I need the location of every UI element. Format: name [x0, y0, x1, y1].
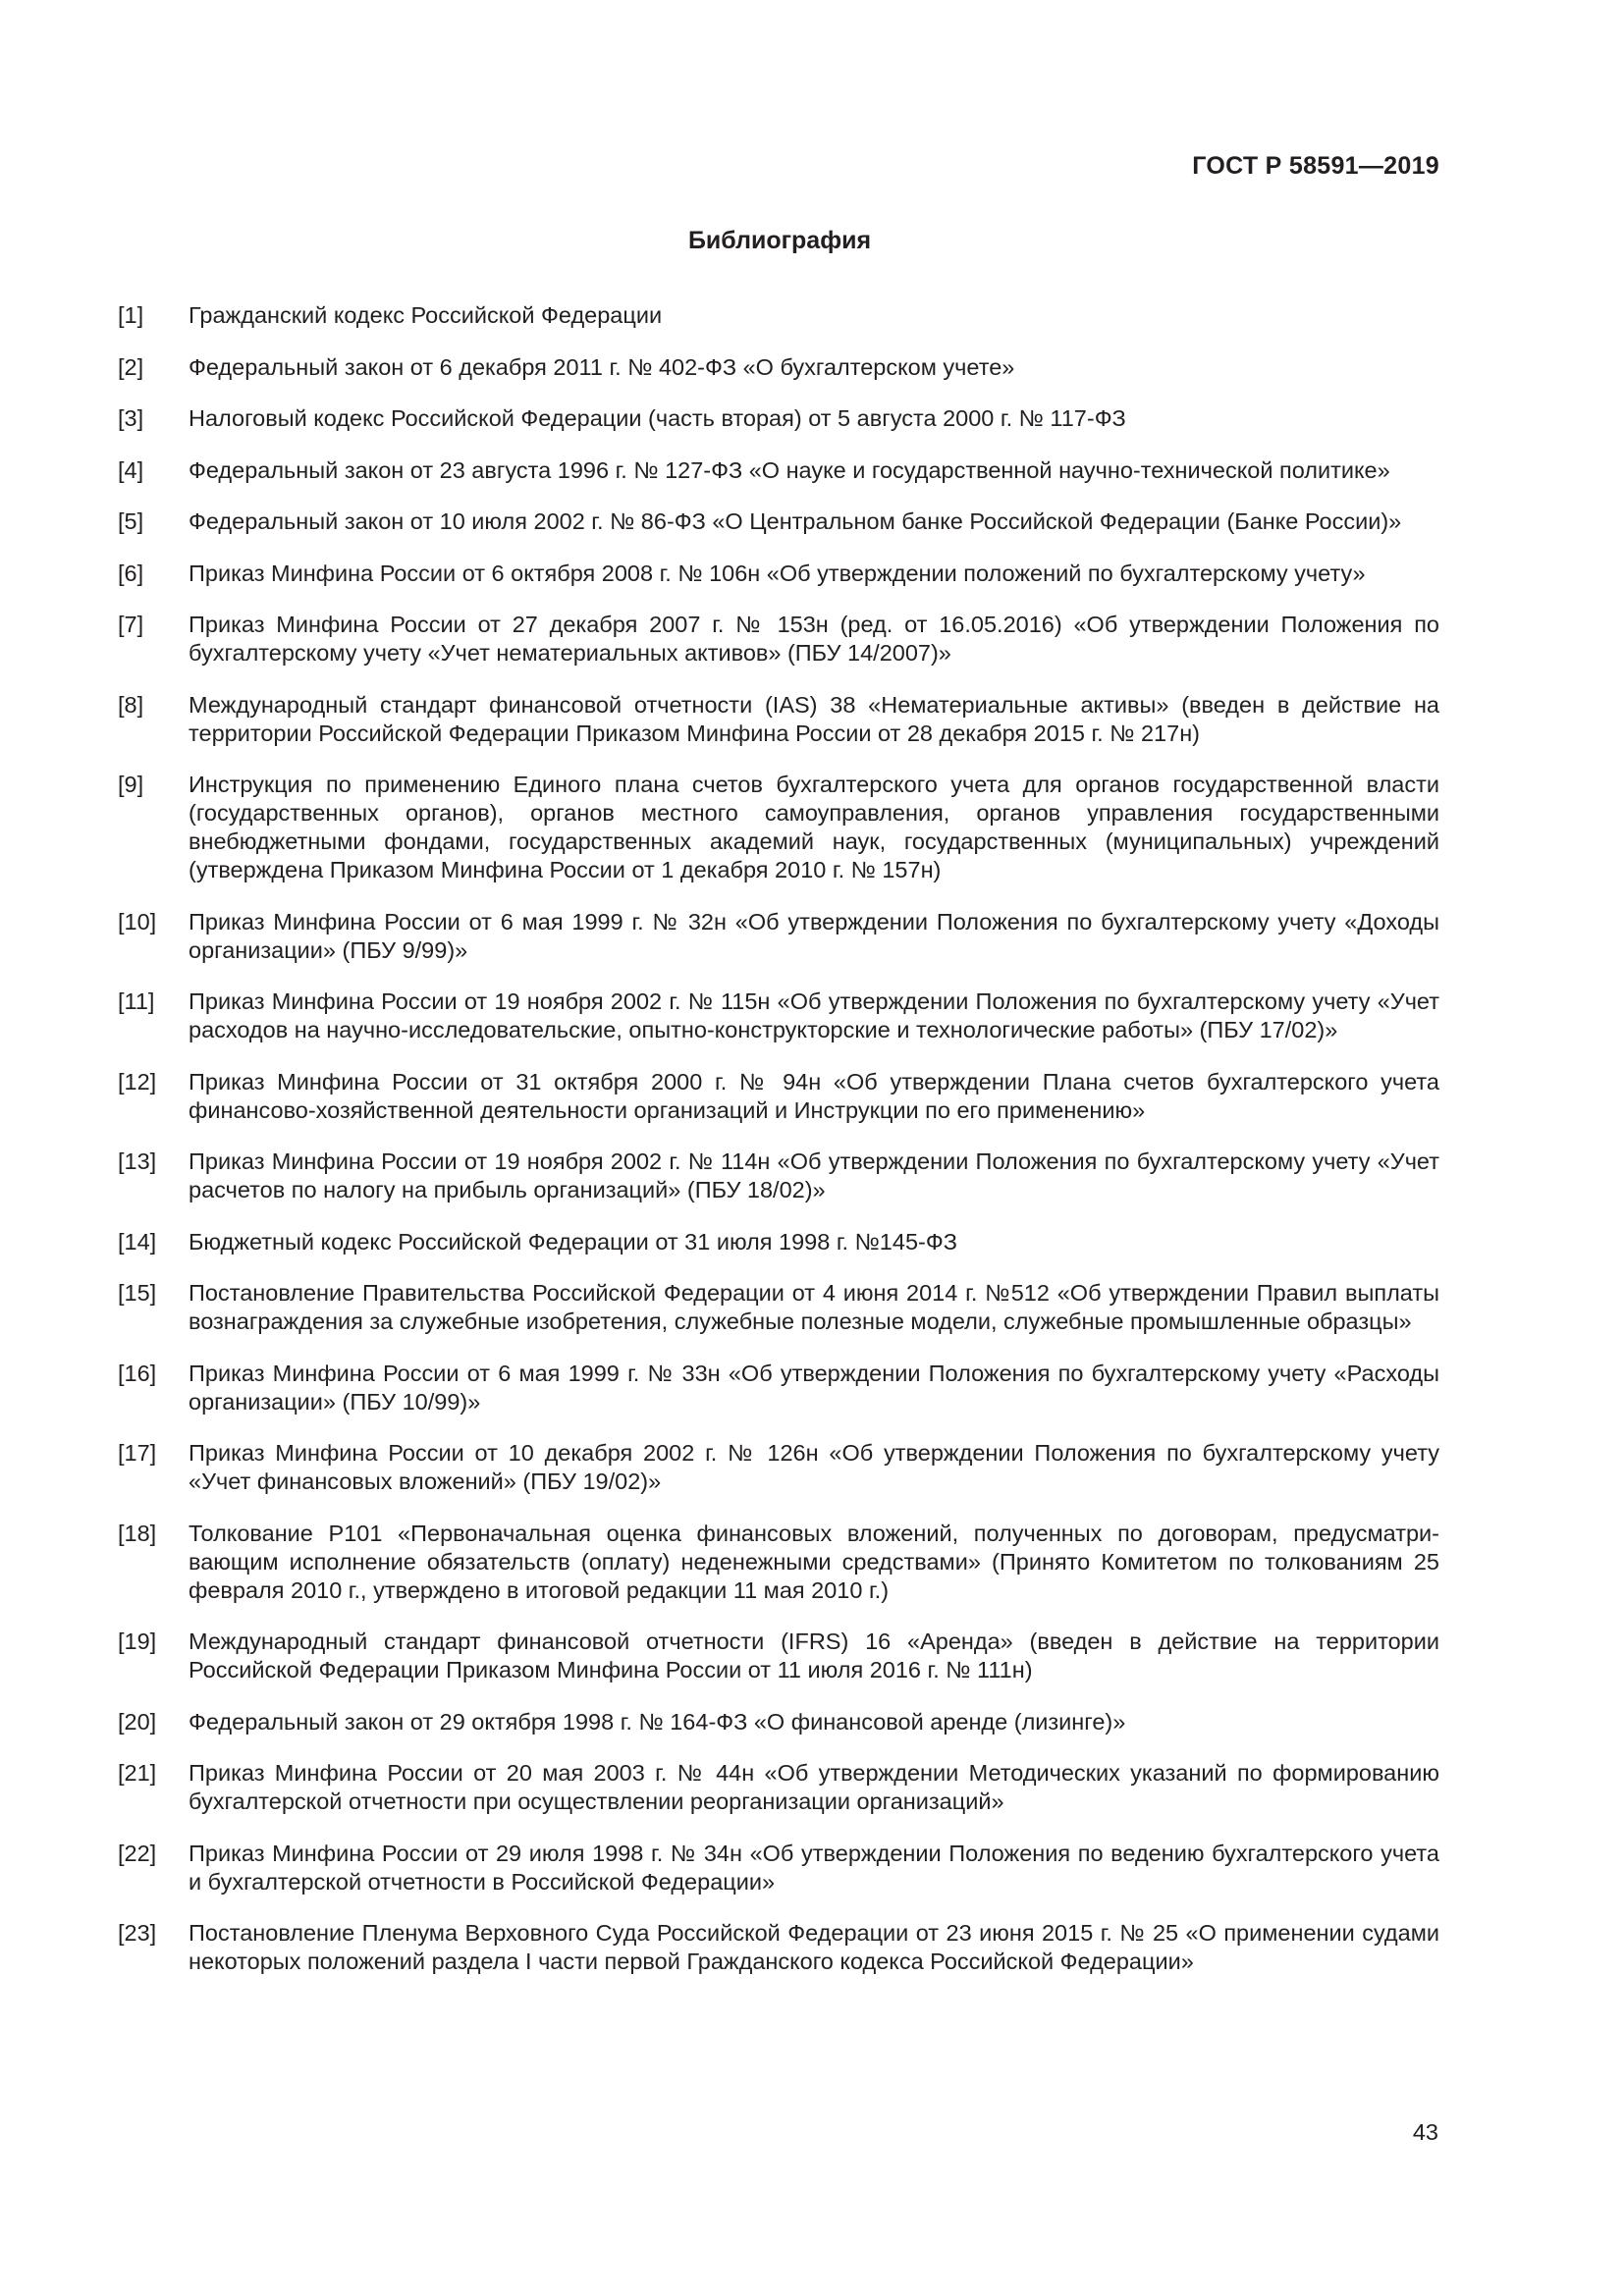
- entry-number: [9]: [118, 772, 144, 797]
- entry-text: Приказ Минфина России от 19 ноября 2002 г. № 114н «Об утверждении Положения по бухгалтерскому учету «Учет расчетов по налогу на прибыль организаций» (ПБУ 18/02)»: [189, 1148, 1439, 1202]
- entry-text: Приказ Минфина России от 19 ноября 2002 г. № 115н «Об утверждении Положения по бухгалтерскому учету «Учет расходов на научно-исследовательские, опытно-конструкторские и технологические работы» (ПБУ 17/02)»: [189, 988, 1439, 1042]
- entry-text: Налоговый кодекс Российской Федерации (часть вторая) от 5 августа 2000 г. № 117-ФЗ: [189, 405, 1126, 431]
- entry-number: [14]: [118, 1228, 157, 1255]
- entry-text: Инструкция по применению Единого плана счетов бухгалтерского учета для органов государственной власти (государственных органов), органов местного самоуправления, органов управления государственными внебюджетными фондами, государственных академий наук, государственных (муниципальных) учреждений (утверждена Приказом Минфина России от 1 декабря 2010 г. № 157н): [189, 772, 1439, 882]
- bibliography-entry: [118, 1759, 1439, 1816]
- bibliography-entry: [118, 1628, 1439, 1684]
- document-code: ГОСТ Р 58591—2019: [1192, 152, 1439, 180]
- entry-number: [20]: [118, 1708, 157, 1735]
- bibliography-entry: [118, 691, 1439, 748]
- entry-text: Федеральный закон от 29 октября 1998 г. № 164-ФЗ «О финансовой аренде (лизинге)»: [189, 1708, 1126, 1735]
- entry-number: [1]: [118, 302, 144, 328]
- entry-text: Приказ Минфина России от 6 мая 1999 г. № 32н «Об утверждении Положения по бухгалтерскому учету «Доходы организации» (ПБУ 9/99)»: [189, 908, 1439, 963]
- entry-text: Постановление Пленума Верховного Суда Российской Федерации от 23 июня 2015 г. № 25 «О применении судами некоторых положений раздела I части первой Гражданского кодекса Российской Федерации»: [189, 1920, 1439, 1974]
- entry-text: Международный стандарт финансовой отчетности (IAS) 38 «Нематериальные активы» (введен в действие на территории Российской Федерации Приказом Минфина России от 28 декабря 2015 г. № 217н): [189, 691, 1439, 746]
- bibliography-entry: [118, 560, 1439, 588]
- entry-number: [17]: [118, 1440, 157, 1466]
- entry-number: [5]: [118, 508, 144, 534]
- entry-text: Гражданский кодекс Российской Федерации: [189, 302, 663, 328]
- entry-number: [6]: [118, 560, 144, 586]
- bibliography-entry: [118, 1840, 1439, 1896]
- bibliography-title: Библиография: [687, 227, 872, 254]
- bibliography-entry: [118, 1279, 1439, 1336]
- entry-text: Приказ Минфина России от 10 декабря 2002 г. № 126н «Об утверждении Положения по бухгалтерскому учету «Учет финансовых вложений» (ПБУ 19/02)»: [189, 1440, 1439, 1494]
- bibliography-entry: [118, 1148, 1439, 1204]
- entry-number: [16]: [118, 1360, 157, 1386]
- entry-text: Федеральный закон от 23 августа 1996 г. № 127-ФЗ «О науке и государственной научно-технической политике»: [189, 456, 1390, 483]
- bibliography-entry: [118, 1068, 1439, 1125]
- entry-text: Приказ Минфина России от 20 мая 2003 г. № 44н «Об утверждении Методических указаний по формированию бухгалтерской отчетности при осуществлении реорганизации организаций»: [189, 1760, 1439, 1814]
- entry-text: Федеральный закон от 10 июля 2002 г. № 86-ФЗ «О Центральном банке Российской Федерации (Банке России)»: [189, 508, 1402, 534]
- entry-text: Постановление Правительства Российской Федерации от 4 июня 2014 г. №512 «Об утверждении Правил выплаты вознаграждения за служебные изобретения, служебные полезные модели, служебные промышленные образцы»: [189, 1280, 1439, 1334]
- entry-text: Толкование Р101 «Первоначальная оценка финансовых вложений, полученных по договорам, предусматривающим исполнение обязательств (оплату) неденежными средствами» (Принято Комитетом по толкованиям 25 февраля 2010 г., утверждено в итоговой редакции 11 мая 2010 г.): [189, 1520, 1439, 1603]
- entry-number: [4]: [118, 456, 144, 483]
- bibliography-entry: [118, 353, 1439, 382]
- entry-number: [15]: [118, 1280, 157, 1306]
- entry-number: [10]: [118, 908, 157, 934]
- bibliography-entry: [118, 1360, 1439, 1416]
- bibliography-entry: [118, 1228, 1439, 1256]
- entry-number: [2]: [118, 353, 144, 380]
- bibliography-list: [118, 301, 1439, 2000]
- entry-text: Бюджетный кодекс Российской Федерации от 31 июля 1998 г. №145-ФЗ: [189, 1228, 957, 1255]
- bibliography-entry: [118, 456, 1439, 485]
- bibliography-entry: [118, 771, 1439, 884]
- entry-number: [7]: [118, 612, 144, 637]
- bibliography-entry: [118, 908, 1439, 965]
- entry-number: [22]: [118, 1840, 157, 1866]
- entry-text: Приказ Минфина России от 6 мая 1999 г. № 33н «Об утверждении Положения по бухгалтерскому учету «Расходы организации» (ПБУ 10/99)»: [189, 1360, 1439, 1415]
- entry-number: [8]: [118, 691, 144, 718]
- bibliography-entry: [118, 611, 1439, 667]
- bibliography-entry: [118, 1919, 1439, 1976]
- entry-number: [23]: [118, 1920, 157, 1946]
- entry-number: [12]: [118, 1068, 157, 1095]
- entry-text: Приказ Минфина России от 29 июля 1998 г. № 34н «Об утверждении Положения по ведению бухгалтерского учета и бухгалтерской отчетности в Российской Федерации»: [189, 1840, 1439, 1895]
- page-number: 43: [1412, 2119, 1438, 2145]
- entry-number: [11]: [118, 988, 155, 1014]
- entry-number: [21]: [118, 1760, 157, 1786]
- entry-text: Приказ Минфина России от 6 октября 2008 г. № 106н «Об утверждении положений по бухгалтерскому учету»: [189, 560, 1366, 586]
- bibliography-entry: [118, 1708, 1439, 1736]
- entry-number: [13]: [118, 1148, 157, 1174]
- entry-number: [19]: [118, 1629, 157, 1654]
- entry-number: [18]: [118, 1520, 157, 1546]
- entry-text: Приказ Минфина России от 27 декабря 2007 г. № 153н (ред. от 16.05.2016) «Об утверждении Положения по бухгалтерскому учету «Учет нематериальных активов» (ПБУ 14/2007)»: [189, 612, 1439, 666]
- bibliography-entry: [118, 301, 1439, 330]
- entry-text: Приказ Минфина России от 31 октября 2000 г. № 94н «Об утверждении Плана счетов бухгалтерского учета финансово-хозяйственной деятельности организаций и Инструкции по его применению»: [189, 1068, 1439, 1123]
- entry-number: [3]: [118, 405, 144, 431]
- bibliography-entry: [118, 1520, 1439, 1605]
- bibliography-entry: [118, 1439, 1439, 1496]
- bibliography-entry: [118, 988, 1439, 1044]
- entry-text: Федеральный закон от 6 декабря 2011 г. № 402-ФЗ «О бухгалтерском учете»: [189, 353, 1015, 380]
- bibliography-entry: [118, 404, 1439, 433]
- bibliography-entry: [118, 507, 1439, 536]
- entry-text: Международный стандарт финансовой отчетности (IFRS) 16 «Аренда» (введен в действие на территории Российской Федерации Приказом Минфина России от 11 июля 2016 г. № 111н): [189, 1629, 1439, 1682]
